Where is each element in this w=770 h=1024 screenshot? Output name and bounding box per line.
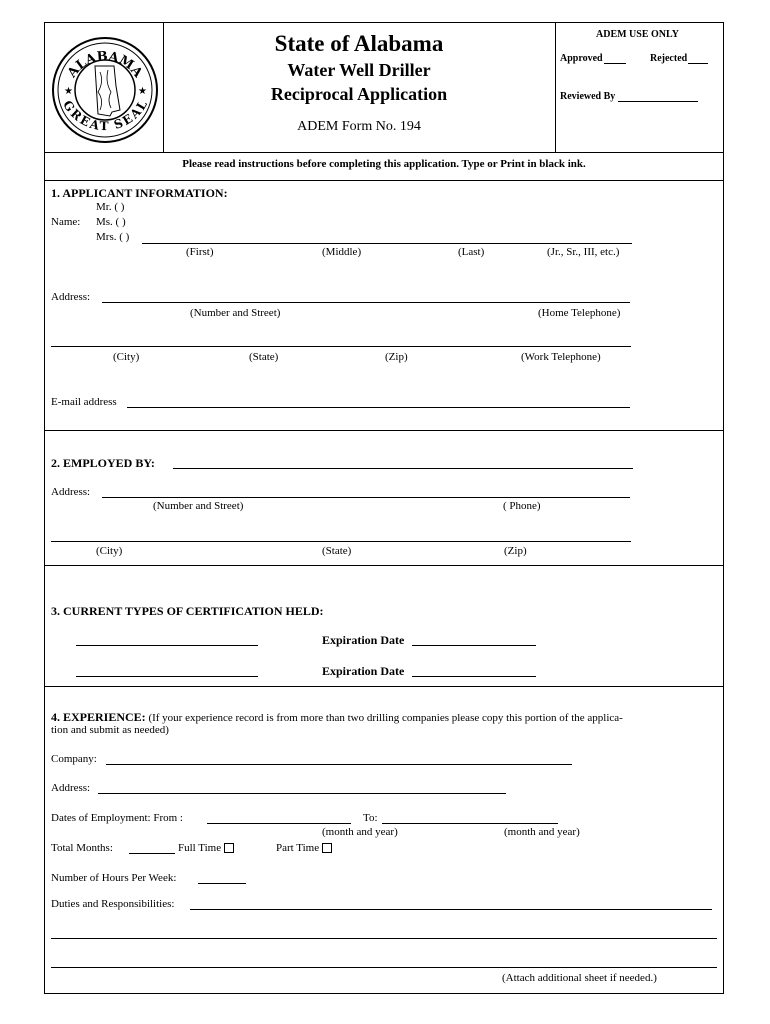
section-4-note-line-1: (If your experience record is from more than two drilling companies please copy this portion of the applica- [145, 712, 623, 724]
section-3-heading: 3. CURRENT TYPES OF CERTIFICATION HELD: [51, 604, 324, 618]
number-street-caption: (Number and Street) [190, 307, 281, 319]
to-date-field[interactable] [382, 823, 558, 824]
instructions-bottom-line [44, 180, 724, 181]
mrs-option[interactable]: Mrs. ( ) [96, 231, 130, 243]
form-subtitle-1: Water Well Driller [287, 60, 431, 80]
employer-number-street-caption: (Number and Street) [153, 500, 244, 512]
header-divider-right [555, 22, 556, 152]
section-1-bottom-line [44, 430, 724, 431]
from-date-field[interactable] [207, 823, 351, 824]
city-caption: (City) [113, 351, 140, 363]
reviewed-by-label: Reviewed By [560, 91, 616, 102]
form-number: ADEM Form No. 194 [297, 119, 421, 134]
employer-phone-caption: ( Phone) [503, 500, 541, 512]
section-1-heading: 1. APPLICANT INFORMATION: [51, 186, 228, 200]
expiration-date-1-label: Expiration Date [322, 633, 405, 647]
rejected-label: Rejected [650, 53, 688, 64]
to-label: To: [363, 812, 378, 824]
duties-field-line-2[interactable] [51, 938, 717, 939]
employer-state-caption: (State) [322, 545, 352, 557]
section-3-bottom-line [44, 686, 724, 687]
dates-of-employment-label: Dates of Employment: From : [51, 812, 183, 824]
instructions-text: Please read instructions before completing this application. Type or Print in black ink. [182, 158, 586, 170]
from-month-year-caption: (month and year) [322, 826, 398, 838]
total-months-label: Total Months: [51, 842, 113, 854]
attach-note: (Attach additional sheet if needed.) [502, 972, 657, 984]
first-caption: (First) [186, 246, 214, 258]
last-caption: (Last) [458, 246, 485, 258]
company-label: Company: [51, 753, 97, 765]
section-4-heading: 4. EXPERIENCE: [51, 710, 146, 724]
rejected-field[interactable] [688, 63, 708, 64]
ms-option[interactable]: Ms. ( ) [96, 216, 126, 228]
employer-address-field[interactable] [102, 497, 630, 498]
total-months-field[interactable] [129, 853, 175, 854]
seal-star-right: ★ [138, 86, 147, 97]
zip-caption: (Zip) [385, 351, 408, 363]
certification-2-field[interactable] [76, 676, 258, 677]
form-subtitle-2: Reciprocal Application [270, 84, 448, 104]
duties-field-line-3[interactable] [51, 967, 717, 968]
svg-text:ALABAMA [64, 49, 145, 81]
expiration-date-1-field[interactable] [412, 645, 536, 646]
approved-label: Approved [560, 53, 603, 64]
duties-field-line-1[interactable] [190, 909, 712, 910]
employer-zip-caption: (Zip) [504, 545, 527, 557]
suffix-caption: (Jr., Sr., III, etc.) [547, 246, 620, 258]
full-time-checkbox[interactable] [224, 843, 234, 853]
hours-per-week-label: Number of Hours Per Week: [51, 872, 177, 884]
city-state-zip-field[interactable] [51, 346, 631, 347]
work-telephone-caption: (Work Telephone) [521, 351, 601, 363]
part-time-option[interactable] [276, 842, 332, 854]
header-bottom-line [44, 152, 724, 153]
company-field[interactable] [106, 764, 572, 765]
adem-use-only-label: ADEM USE ONLY [596, 29, 679, 40]
part-time-checkbox[interactable] [322, 843, 332, 853]
employer-address-label: Address: [51, 486, 91, 498]
part-time-label: Part Time [276, 842, 320, 854]
state-caption: (State) [249, 351, 279, 363]
mr-option[interactable]: Mr. ( ) [96, 201, 125, 213]
expiration-date-2-label: Expiration Date [322, 664, 405, 678]
employer-city-state-zip-field[interactable] [51, 541, 631, 542]
company-address-field[interactable] [98, 793, 506, 794]
company-address-label: Address: [51, 782, 91, 794]
to-month-year-caption: (month and year) [504, 826, 580, 838]
section-2-heading: 2. EMPLOYED BY: [51, 456, 155, 470]
form-title: State of Alabama [274, 31, 444, 56]
employed-by-field[interactable] [173, 468, 633, 469]
full-time-label: Full Time [178, 842, 222, 854]
section-2-bottom-line [44, 565, 724, 566]
email-field[interactable] [127, 407, 630, 408]
expiration-date-2-field[interactable] [412, 676, 536, 677]
seal-top-text: ALABAMA [64, 49, 146, 81]
certification-1-field[interactable] [76, 645, 258, 646]
section-4-note-line-2: tion and submit as needed) [51, 724, 169, 736]
email-label: E-mail address [51, 396, 117, 408]
section-4-intro [51, 710, 623, 725]
reviewed-by-field[interactable] [618, 101, 698, 102]
seal-star-left: ★ [64, 86, 73, 97]
name-field[interactable] [142, 243, 632, 244]
name-label: Name: [51, 216, 81, 228]
middle-caption: (Middle) [322, 246, 362, 258]
address-field[interactable] [102, 302, 630, 303]
hours-per-week-field[interactable] [198, 883, 246, 884]
seal-bottom-text: GREAT SEAL [60, 98, 150, 134]
address-label: Address: [51, 291, 91, 303]
home-telephone-caption: (Home Telephone) [538, 307, 621, 319]
duties-label: Duties and Responsibilities: [51, 898, 175, 910]
employer-city-caption: (City) [96, 545, 123, 557]
approved-field[interactable] [604, 63, 626, 64]
alabama-seal-icon [50, 26, 160, 148]
full-time-option[interactable] [178, 842, 234, 854]
